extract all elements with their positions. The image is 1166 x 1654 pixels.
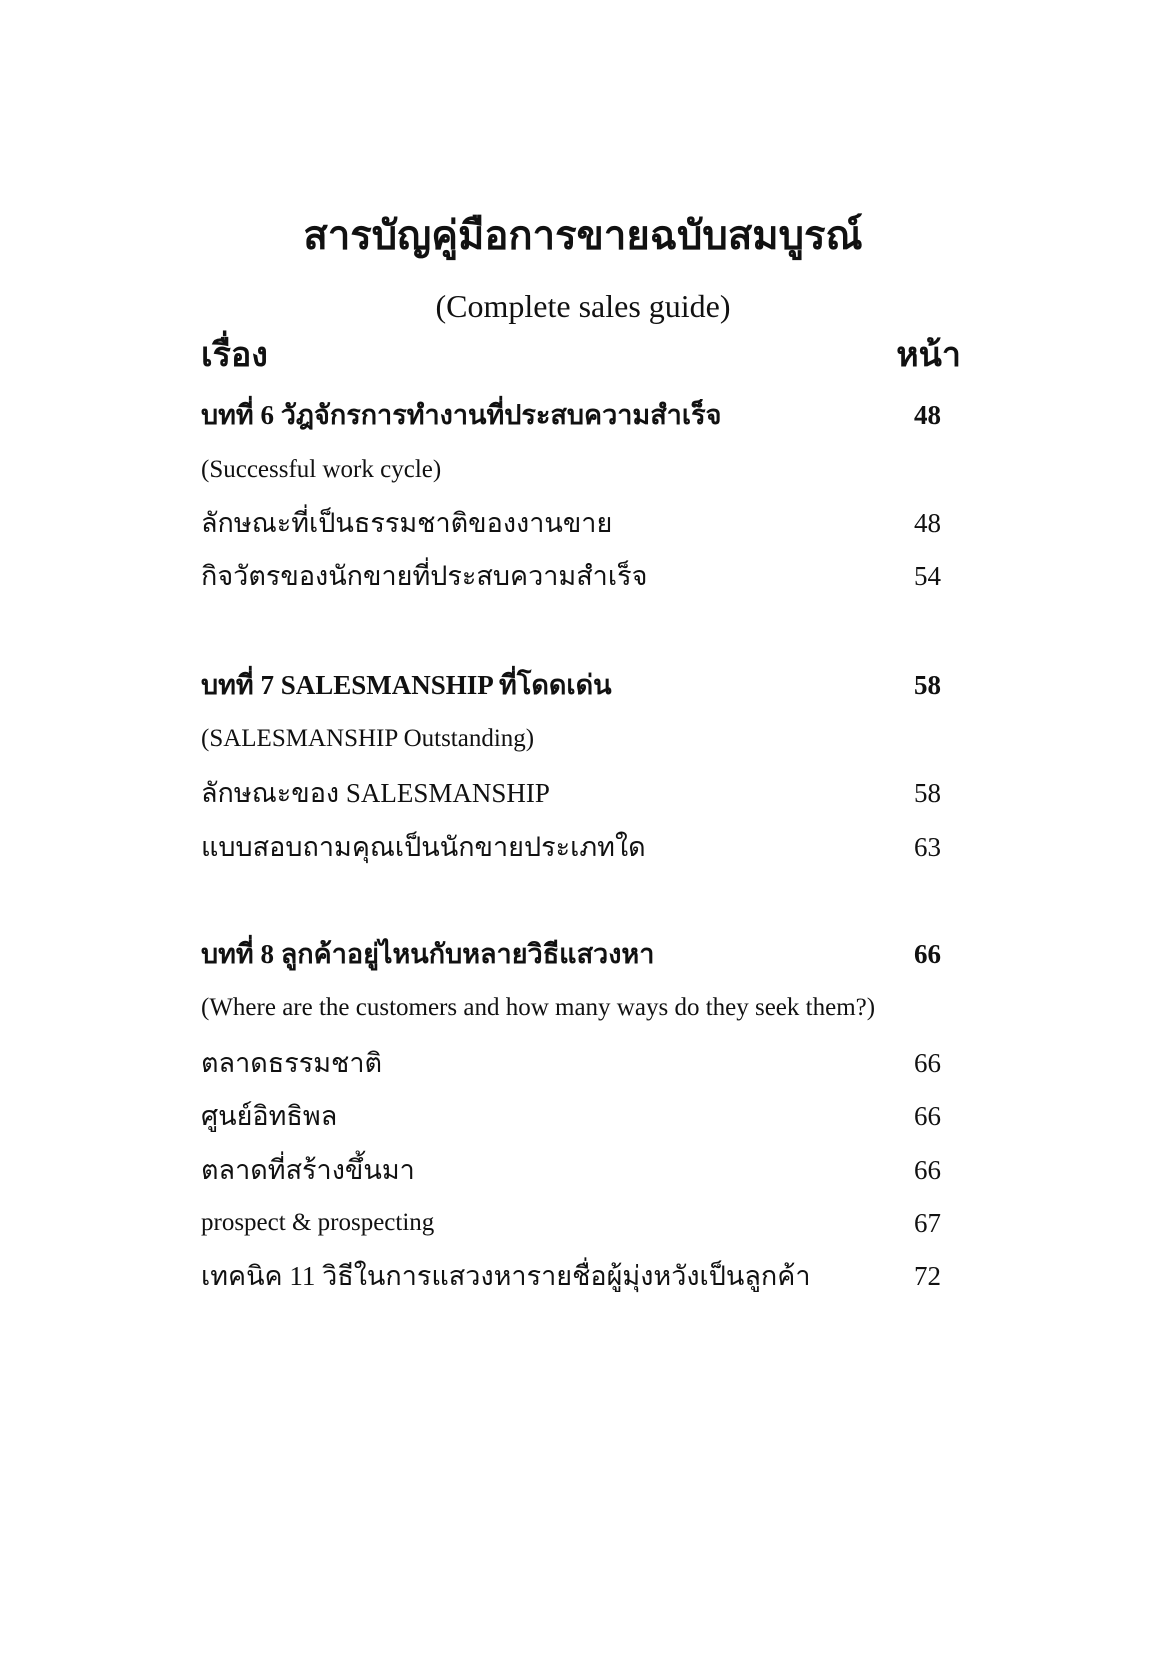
toc-item-label: ตลาดที่สร้างขึ้นมา (201, 1155, 415, 1185)
toc-item-page: 67 (914, 1208, 941, 1238)
toc-item (201, 1043, 961, 1083)
toc-item (201, 1096, 961, 1136)
toc-header (201, 336, 961, 376)
header-page-label: หน้า (896, 337, 961, 374)
toc-item-label: ตลาดธรรมชาติ (201, 1048, 383, 1078)
toc-item (201, 556, 961, 596)
toc-item-page: 54 (914, 561, 941, 591)
toc-item-label: กิจวัตรของนักขายที่ประสบความสำเร็จ (201, 561, 648, 591)
toc-item-label: ศูนย์อิทธิพล (201, 1101, 338, 1131)
page-title: สารบัญคู่มือการขายฉบับสมบูรณ์ (303, 213, 863, 258)
chapter-page: 58 (914, 670, 941, 700)
chapter-english-title: (SALESMANSHIP Outstanding) (201, 725, 535, 752)
header-topic-label: เรื่อง (201, 337, 268, 374)
toc-item (201, 1203, 961, 1243)
page-subtitle: (Complete sales guide) (435, 288, 731, 324)
toc-item (201, 827, 961, 867)
toc-item-page: 63 (914, 832, 941, 862)
chapter-8-english-row (201, 988, 961, 1028)
toc-item-page: 58 (914, 778, 941, 808)
toc-item (201, 1256, 961, 1296)
toc-item-page: 66 (914, 1048, 941, 1078)
chapter-7-english-row (201, 719, 961, 759)
toc-item (201, 1150, 961, 1190)
chapter-title: บทที่ 6 วัฎจักรการทำงานที่ประสบความสำเร็จ (201, 400, 722, 430)
toc-item-page: 72 (914, 1261, 941, 1291)
toc-item-page: 66 (914, 1101, 941, 1131)
chapter-7-row (201, 665, 961, 705)
toc-item-label: แบบสอบถามคุณเป็นนักขายประเภทใด (201, 832, 646, 862)
toc-item (201, 773, 961, 813)
chapter-title: บทที่ 7 SALESMANSHIP ที่โดดเด่น (201, 670, 612, 700)
chapter-title: บทที่ 8 ลูกค้าอยู่ไหนกับหลายวิธีแสวงหา (201, 939, 655, 969)
toc-item (201, 503, 961, 543)
toc-item-label: เทคนิค 11 วิธีในการแสวงหารายชื่อผู้มุ่งหวังเป็นลูกค้า (201, 1261, 811, 1291)
toc-item-label: ลักษณะของ SALESMANSHIP (201, 778, 550, 808)
toc-item-label: prospect & prospecting (201, 1209, 435, 1236)
chapter-page: 66 (914, 939, 941, 969)
toc-item-page: 66 (914, 1155, 941, 1185)
toc-item-page: 48 (914, 508, 941, 538)
chapter-6-row (201, 395, 961, 435)
chapter-8-row (201, 934, 961, 974)
chapter-6-english-row (201, 450, 961, 490)
chapter-english-title: (Where are the customers and how many ways do they seek them?) (201, 994, 876, 1021)
chapter-page: 48 (914, 400, 941, 430)
toc-item-label: ลักษณะที่เป็นธรรมชาติของงานขาย (201, 508, 613, 538)
chapter-english-title: (Successful work cycle) (201, 456, 442, 483)
